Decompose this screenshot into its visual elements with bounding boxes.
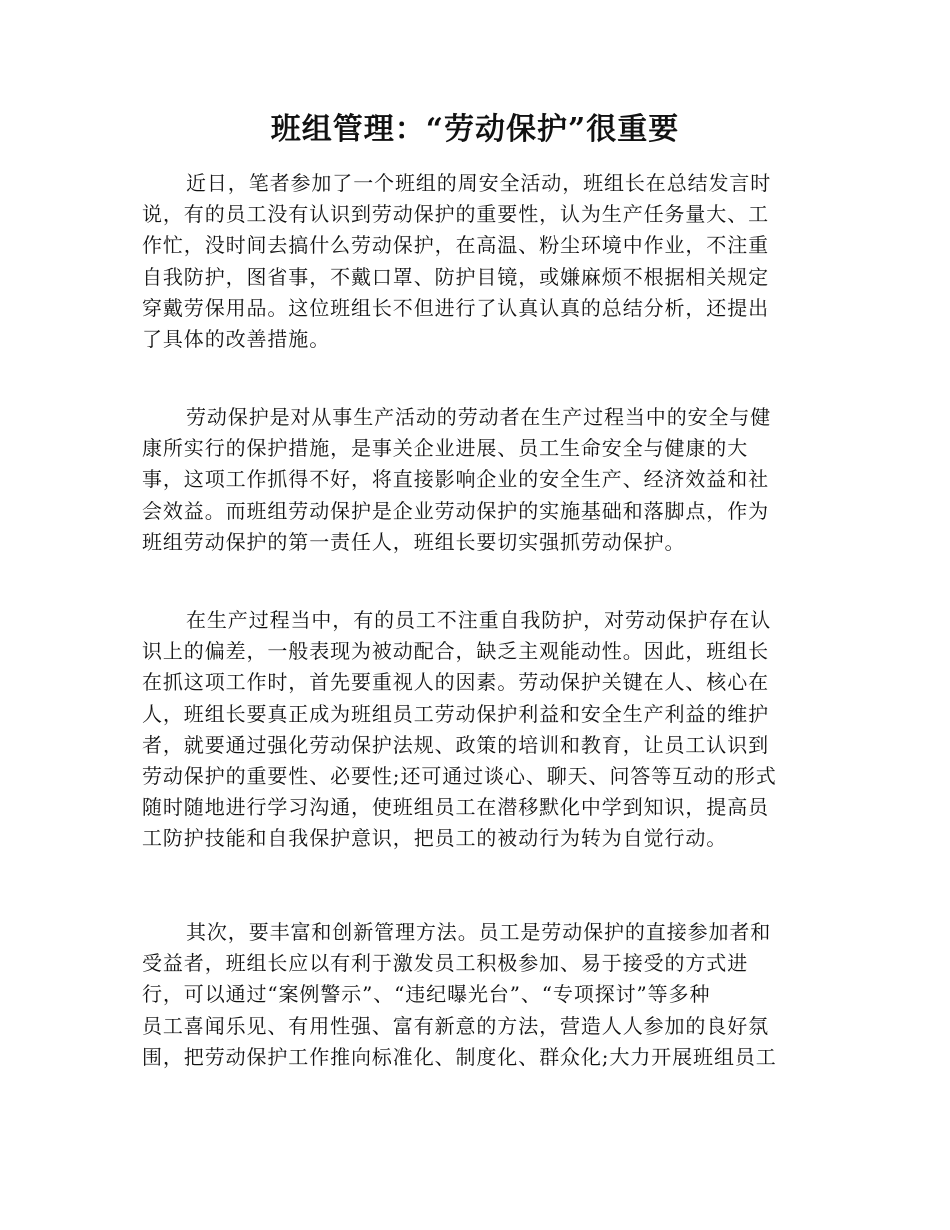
paragraph-3 <box>142 605 808 855</box>
paragraph-1 <box>142 168 808 355</box>
paragraph-line: 受益者，班组长应以有利于激发员工积极参加、易于接受的方式进 <box>142 951 749 976</box>
paragraph-line: 其次，要丰富和创新管理方法。员工是劳动保护的直接参加者和 <box>186 920 772 944</box>
paragraph-line: 行，可以通过“案例警示”、“违纪曝光台”、“专项探讨”等多种 <box>142 982 711 1007</box>
paragraph-line: 自我防护，图省事，不戴口罩、防护目镜，或嫌麻烦不根据相关规定 <box>142 264 769 289</box>
document-title: 班组管理：“劳动保护”很重要 <box>270 112 680 147</box>
paragraph-line: 劳动保护的重要性、必要性;还可通过谈心、聊天、问答等互动的形式 <box>142 764 777 789</box>
paragraph-line: 在抓这项工作时，首先要重视人的因素。劳动保护关键在人、核心在 <box>142 670 769 695</box>
paragraph-line: 随时随地进行学习沟通，使班组员工在潜移默化中学到知识，提高员 <box>142 795 769 820</box>
paragraph-line: 了具体的改善措施。 <box>142 327 331 352</box>
paragraph-line: 员工喜闻乐见、有用性强、富有新意的方法，营造人人参加的良好氛 <box>142 1013 769 1038</box>
paragraph-line: 人，班组长要真正成为班组员工劳动保护利益和安全生产利益的维护 <box>142 701 769 726</box>
paragraph-line: 近日，笔者参加了一个班组的周安全活动，班组长在总结发言时 <box>186 171 772 195</box>
paragraph-line: 在生产过程当中，有的员工不注重自我防护，对劳动保护存在认 <box>186 608 772 632</box>
paragraph-line: 劳动保护是对从事生产活动的劳动者在生产过程当中的安全与健 <box>186 405 772 429</box>
paragraph-2 <box>142 402 808 558</box>
paragraph-line: 者，就要通过强化劳动保护法规、政策的培训和教育，让员工认识到 <box>142 732 769 757</box>
paragraph-line: 围，把劳动保护工作推向标准化、制度化、群众化;大力开展班组员工 <box>142 1044 777 1069</box>
paragraph-line: 康所实行的保护措施，是事关企业进展、员工生命安全与健康的大 <box>142 436 749 461</box>
paragraph-line: 说，有的员工没有认识到劳动保护的重要性，认为生产任务量大、工 <box>142 202 769 227</box>
paragraph-line: 识上的偏差，一般表现为被动配合，缺乏主观能动性。因此，班组长 <box>142 639 769 664</box>
paragraph-line: 事，这项工作抓得不好，将直接影响企业的安全生产、经济效益和社 <box>142 467 769 492</box>
paragraph-line: 作忙，没时间去搞什么劳动保护，在高温、粉尘环境中作业，不注重 <box>142 233 769 258</box>
paragraph-line: 穿戴劳保用品。这位班组长不但进行了认真认真的总结分析，还提出 <box>142 295 769 320</box>
paragraph-line: 班组劳动保护的第一责任人，班组长要切实强抓劳动保护。 <box>142 529 686 554</box>
paragraph-line: 会效益。而班组劳动保护是企业劳动保护的实施基础和落脚点，作为 <box>142 498 769 523</box>
paragraph-4 <box>142 917 808 1073</box>
paragraph-line: 工防护技能和自我保护意识，把员工的被动行为转为自觉行动。 <box>142 826 728 851</box>
